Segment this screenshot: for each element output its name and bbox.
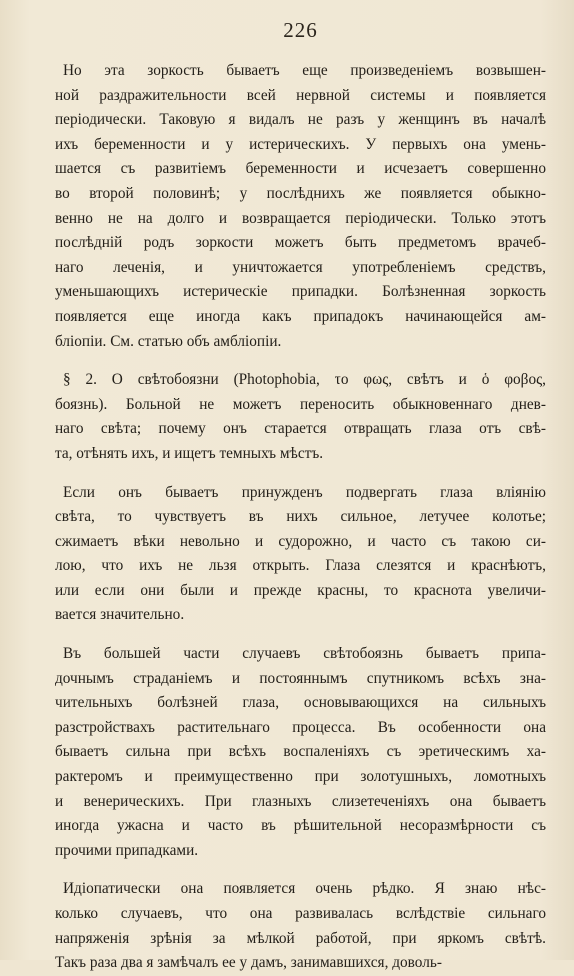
text-line: § 2. О свѣтобоязни (Photophobia, το φως, свѣтъ и ὁ φοβος,	[63, 371, 546, 389]
text-line: вается значительно.	[55, 606, 185, 624]
text-line: послѣдній родъ зоркости можетъ быть предметомъ врачеб-	[55, 234, 546, 252]
text-line: дочнымъ страданіемъ и постояннымъ спутникомъ всѣхъ зна-	[55, 669, 546, 687]
paragraph	[55, 368, 546, 466]
text-line: сжимаетъ вѣки невольно и судорожно, и часто съ такою си-	[55, 532, 546, 550]
text-line: бываетъ сильна при всѣхъ воспаленіяхъ съ эретическимъ ха-	[55, 743, 546, 761]
text-line: Идіопатически она появляется очень рѣдко. Я знаю нѣс-	[63, 880, 546, 898]
paragraph	[55, 877, 546, 975]
text-line: бліопіи. См. статью объ амбліопіи.	[55, 332, 282, 350]
text-line: боязнь). Больной не можетъ переносить обыкновеннаго днев-	[55, 395, 546, 413]
text-line: появляется еще иногда какъ припадокъ начинающейся ам-	[55, 307, 546, 325]
text-line: наго свѣта; почему онъ старается отвращать глаза отъ свѣ-	[55, 420, 546, 438]
text-line: рактеромъ и преимущественно при золотушныхъ, ломотныхъ	[55, 768, 546, 786]
text-line: ной раздражительности всей нервной системы и появляется	[55, 86, 546, 104]
text-line: напряженія зрѣнія за мѣлкой работой, при яркомъ свѣтѣ.	[55, 929, 546, 947]
text-line: Въ большей части случаевъ свѣтобоязнь бываетъ припа-	[63, 645, 546, 663]
text-line: и венерическихъ. При глазныхъ слизетеченіяхъ она бываетъ	[55, 792, 546, 810]
paragraph	[55, 59, 546, 354]
text-line: лою, что ихъ не льзя открыть. Глаза слезятся и краснѣютъ,	[55, 557, 546, 575]
text-line: свѣта, то чувствуетъ въ нихъ сильное, летучее колотье;	[55, 508, 546, 526]
text-line: иногда ужасна и часто въ рѣшительной несоразмѣрности съ	[55, 817, 546, 835]
text-line: шается съ развитіемъ беременности и исчезаетъ совершенно	[55, 160, 546, 178]
text-line: во второй половинѣ; у послѣднихъ же появляется обыкно-	[55, 184, 546, 202]
text-line: уменьшающихъ истерическіе припадки. Болѣзненная зоркость	[55, 283, 546, 301]
page-number: 226	[283, 18, 318, 42]
text-line: Но эта зоркость бываетъ еще произведеніемъ возвышен-	[63, 62, 546, 79]
text-line: разстройствахъ растительнаго процесса. Въ особенности она	[55, 718, 546, 736]
text-line: наго леченія, и уничтожается употребленіемъ средствъ,	[55, 258, 546, 276]
text-line: ихъ беременности и у истерическихъ. У первыхъ она умень-	[55, 135, 546, 153]
text-line: Такъ раза два я замѣчалъ ее у дамъ, занимавшихся, доволь-	[55, 954, 442, 972]
text-body	[55, 59, 546, 976]
text-line: колько случаевъ, что она развивалась вслѣдствіе сильнаго	[55, 905, 546, 922]
text-line: періодически. Таковую я видалъ не разъ у женщинъ въ началѣ	[55, 111, 546, 129]
text-line: чительныхъ болѣзней глаза, основывающихся на сильныхъ	[55, 694, 546, 712]
paragraph	[55, 642, 546, 863]
text-line: венно не на долго и возвращается періодически. Только этотъ	[55, 209, 546, 227]
text-line: прочими припадками.	[55, 841, 199, 859]
text-line: Если онъ бываетъ принужденъ подвергать глаза вліянію	[63, 483, 546, 501]
paragraph	[55, 481, 546, 629]
text-line: или если они были и прежде красны, то краснота увеличи-	[55, 581, 546, 599]
text-line: та, отѣнять ихъ, и ищетъ темныхъ мѣстъ.	[55, 444, 324, 462]
